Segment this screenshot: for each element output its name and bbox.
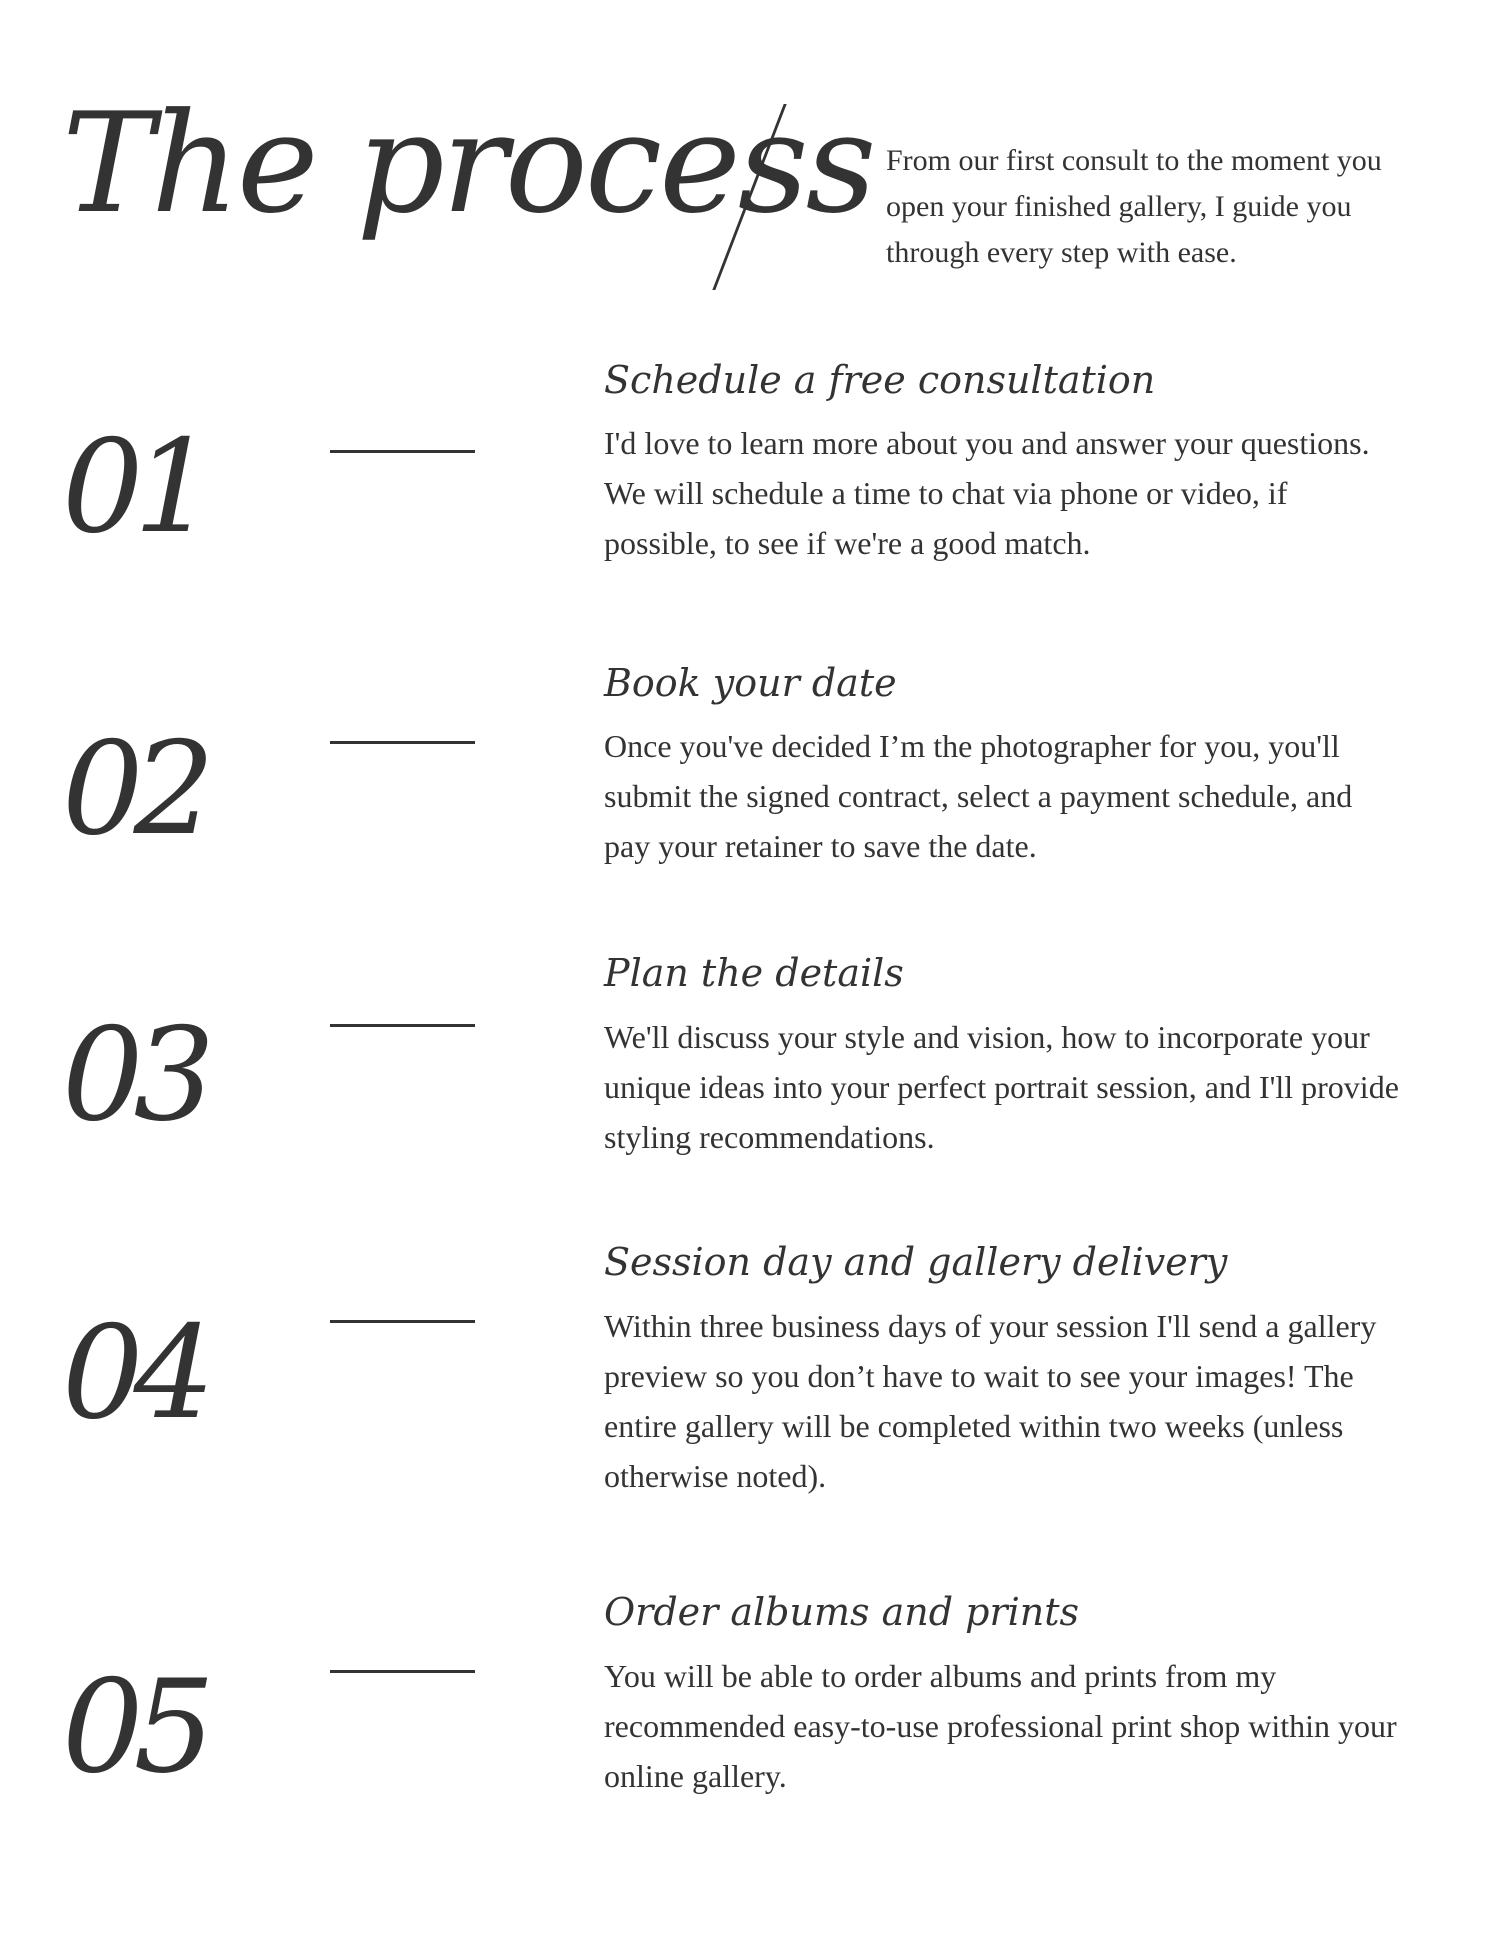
step-description: Once you've decided I’m the photographer for you, you'll submit the signed contract, select a payment schedule, and pay your retainer to save the date. — [604, 728, 1353, 864]
step-title: Session day and gallery delivery — [604, 1240, 1228, 1284]
step-divider — [330, 1024, 475, 1027]
step-title: Book your date — [604, 661, 897, 705]
step-divider — [330, 1320, 475, 1323]
step-description: I'd love to learn more about you and answer your questions. We will schedule a time to chat via phone or video, if possible, to see if we're a good match. — [604, 425, 1370, 561]
step-title: Plan the details — [604, 951, 904, 995]
step-description: You will be able to order albums and prints from my recommended easy-to-use professional print shop within your online gallery. — [604, 1658, 1397, 1794]
step-number: 02 — [62, 715, 205, 864]
intro-text: From our first consult to the moment you open your finished gallery, I guide you through every step with ease. — [886, 144, 1382, 269]
step-number: 04 — [62, 1299, 205, 1448]
step-divider — [330, 450, 475, 453]
step-title: Schedule a free consultation — [604, 358, 1156, 402]
step-title: Order albums and prints — [604, 1590, 1080, 1634]
step-divider — [330, 1670, 475, 1673]
step-number: 01 — [62, 413, 205, 562]
step-description: Within three business days of your session I'll send a gallery preview so you don’t have to wait to see your images! The entire gallery will be completed within two weeks (unless otherwise noted). — [604, 1308, 1377, 1494]
step-description: We'll discuss your style and vision, how to incorporate your unique ideas into your perfect portrait session, and I'll provide styling recommendations. — [604, 1019, 1399, 1155]
step-number: 05 — [62, 1653, 205, 1802]
page-title: The process — [62, 83, 874, 244]
step-divider — [330, 741, 475, 744]
step-number: 03 — [62, 1001, 205, 1150]
